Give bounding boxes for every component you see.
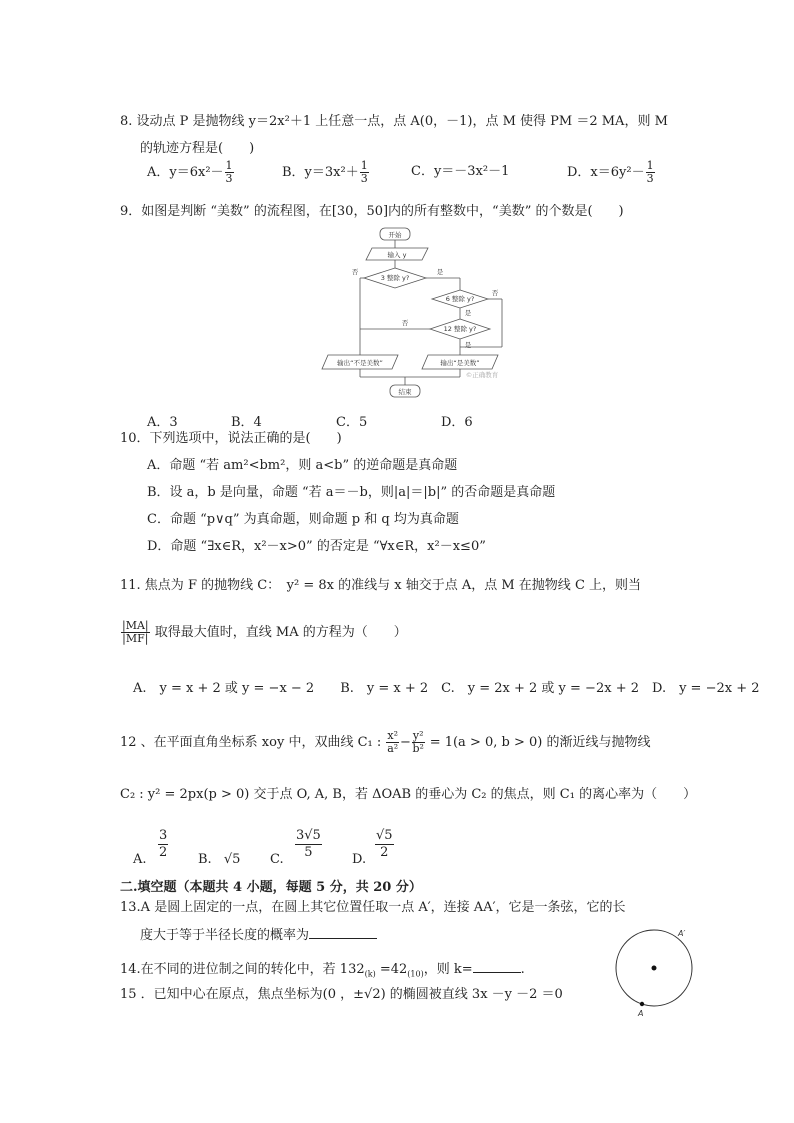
q14-end: . — [520, 962, 525, 977]
q12-a-label: A. — [133, 852, 147, 867]
q11-line2-text: 取得最大值时，直线 MA 的方程为（ ） — [154, 625, 407, 640]
flow-no-2: 否 — [491, 289, 499, 297]
q13-line2-text: 度大于等于半径长度的概率为 — [140, 928, 310, 943]
flow-out-yes: 输出“是美数” — [440, 359, 480, 367]
q12-d-den: 2 — [380, 845, 389, 860]
q11-frac-num: |MA| — [122, 619, 149, 632]
q14-sub-k: (k) — [364, 969, 376, 979]
flow-yes-1: 是 — [436, 268, 444, 276]
flow-d3: 12 整除 y? — [443, 325, 477, 333]
flow-no-3: 否 — [401, 319, 409, 327]
q12-pre: 12 、在平面直角坐标系 xoy 中，双曲线 C₁ : — [120, 735, 382, 750]
q12-c-label: C. — [270, 852, 284, 867]
q9-option-a: A．3 — [147, 415, 178, 430]
q8-option-fraction: $\frac{1}{3}$ — [646, 159, 654, 185]
q14-post: ，则 k= — [423, 962, 473, 977]
q12-minus: − — [400, 735, 411, 750]
q8-option-text: A．y＝6x²－ — [147, 165, 224, 180]
q13-label-a-prime: A′ — [678, 929, 686, 938]
q8-option-c — [411, 160, 509, 179]
q12-a-den: 2 — [159, 845, 168, 860]
q12-option-b — [198, 852, 240, 867]
q10-option-d: D．命题 “∃x∈R，x²－x>0” 的否定是 “∀x∈R，x²－x≤0” — [147, 539, 486, 554]
q11-line2 — [120, 620, 407, 645]
flow-d2: 6 整除 y? — [445, 295, 475, 303]
flow-end: 结束 — [398, 388, 412, 396]
q9-text: 9．如图是判断 “美数” 的流程图，在[30，50]内的所有整数中，“美数” 的个数是( ) — [120, 204, 624, 219]
q8-option-text: B．y＝3x²＋ — [282, 165, 359, 180]
q10-option-b: B．设 a，b 是向量，命题 “若 a＝－b，则|a|＝|b|” 的否命题是真命题 — [147, 485, 556, 500]
q14-line — [120, 960, 525, 984]
q12-frac-y-den: b² — [412, 742, 424, 755]
q15-text: 15 ．已知中心在原点，焦点坐标为(0 ，±√2) 的椭圆被直线 3x －y －2 ＝0 — [120, 987, 563, 1002]
section2-heading: 二.填空题（本题共 4 小题，每题 5 分，共 20 分） — [120, 880, 422, 895]
q11-fraction — [121, 620, 150, 645]
q12-line2: C₂ : y² = 2px(p > 0) 交于点 O, A, B，若 ΔOAB 的垂心为 C₂ 的焦点，则 C₁ 的离心率为（ ） — [120, 787, 697, 802]
flow-input: 输入 y — [387, 251, 407, 259]
q8-option-fraction: $\frac{1}{3}$ — [225, 159, 233, 185]
q8-option-text: C．y＝－3x²－1 — [411, 164, 510, 179]
q10-option-a: A．命题 “若 am²<bm²，则 a<b” 的逆命题是真命题 — [147, 458, 458, 473]
q11-options: A. y = x + 2 或 y = −x − 2 B. y = x + 2 C. y = 2x + 2 或 y = −2x + 2 D. y = −2x + 2 — [133, 681, 760, 696]
q13-circle-figure — [608, 925, 708, 1020]
flow-start: 开始 — [388, 231, 402, 239]
q8-option-a — [147, 160, 235, 185]
q9-option-c: C．5 — [336, 415, 368, 430]
q12-c-den: 5 — [304, 845, 313, 860]
q12-c-num: 3√5 — [296, 828, 321, 843]
q12-frac-y — [412, 730, 425, 755]
q12-c-frac — [295, 828, 322, 861]
q13-line1: 13.A 是圆上固定的一点，在圆上其它位置任取一点 A′，连接 AA′，它是一条弦，它的长 — [120, 900, 626, 915]
q12-frac-x-num: x² — [387, 729, 399, 742]
q12-line1 — [120, 730, 650, 755]
q12-frac-x-den: a² — [387, 742, 399, 755]
q13-label-a: A — [638, 1009, 644, 1018]
q10-text: 10．下列选项中，说法正确的是( ) — [120, 431, 342, 446]
q8-line1: 8. 设动点 P 是抛物线 y＝2x²＋1 上任意一点，点 A(0，－1)，点 M 使得 PM ＝2 MA，则 M — [120, 114, 668, 129]
q9-flowchart — [310, 225, 520, 407]
flow-d1: 3 整除 y? — [380, 274, 410, 282]
q14-answer-blank[interactable] — [473, 960, 521, 973]
q8-option-text: D．x＝6y²－ — [567, 165, 645, 180]
q9-option-b: B．4 — [231, 415, 262, 430]
q8-line2: 的轨迹方程是( ) — [140, 141, 255, 156]
flow-watermark: ©正确教育 — [465, 371, 499, 379]
q12-a-num: 3 — [159, 828, 168, 843]
q12-d-label: D. — [352, 852, 367, 867]
q12-post: = 1(a > 0, b > 0) 的渐近线与抛物线 — [429, 735, 651, 750]
q11-line1: 11. 焦点为 F 的抛物线 C： y² = 8x 的准线与 x 轴交于点 A，点 M 在抛物线 C 上，则当 — [120, 578, 642, 593]
q13-line2 — [140, 926, 377, 945]
flow-yes-2: 是 — [464, 309, 472, 317]
q12-a-frac — [158, 828, 168, 861]
q12-d-frac — [375, 828, 394, 861]
q11-frac-den: |MF| — [122, 632, 149, 645]
q8-option-fraction: $\frac{1}{3}$ — [360, 159, 368, 185]
q8-option-d — [567, 160, 656, 185]
q14-text: 14.在不同的进位制之间的转化中，若 132 — [120, 962, 365, 977]
flow-no-1: 否 — [351, 268, 359, 276]
q8-option-b — [282, 160, 370, 185]
q14-sub-10: (10) — [407, 969, 424, 979]
flow-out-no: 输出“不是美数” — [337, 359, 383, 367]
q12-b-val: √5 — [223, 852, 241, 867]
q12-frac-y-num: y² — [412, 729, 424, 742]
flow-yes-3: 是 — [464, 341, 472, 349]
q10-option-c: C．命题 “p∨q” 为真命题，则命题 p 和 q 均为真命题 — [147, 512, 459, 527]
q12-frac-x — [386, 730, 399, 755]
q13-answer-blank[interactable] — [309, 926, 377, 939]
q9-option-d: D．6 — [441, 415, 473, 430]
q12-b-label: B. — [198, 852, 212, 867]
q12-d-num: √5 — [376, 828, 393, 843]
q14-mid: =42 — [375, 962, 408, 977]
